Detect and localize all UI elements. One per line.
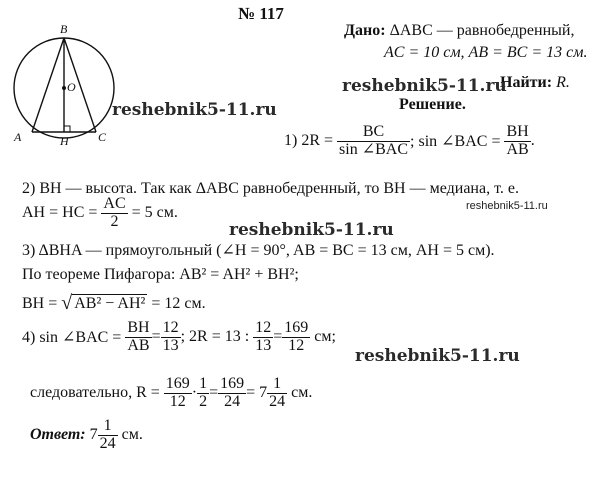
step2-prefix: AH = HC = <box>22 204 98 222</box>
conc-f1-den: 12 <box>169 392 186 410</box>
step4-fraction-4 <box>282 320 310 355</box>
step1-f2-num: BH <box>506 123 529 140</box>
answer-unit: см. <box>121 426 143 444</box>
center-point <box>62 86 66 90</box>
step2-f-den: 2 <box>110 212 119 230</box>
answer-whole: 7 <box>89 426 98 444</box>
step1-f1-den: sin ∠BAC <box>339 140 409 158</box>
step-3-line-3 <box>22 292 206 315</box>
watermark-left: reshebnik5-11.ru <box>112 100 277 120</box>
given-line-1 <box>344 22 574 40</box>
conclusion-unit: см. <box>291 384 313 402</box>
step3-prefix: BH = <box>22 294 58 312</box>
answer-label: Ответ: <box>30 426 86 444</box>
step4-f2-den: 13 <box>162 336 179 354</box>
label-c: C <box>98 130 107 144</box>
step3-suffix: = 12 см. <box>151 294 206 312</box>
conc-f3-den: 24 <box>224 392 241 410</box>
step1-mid: ; sin ∠BAC = <box>410 133 501 151</box>
step1-f2-den: AB <box>506 140 529 158</box>
find-line <box>500 74 570 92</box>
sqrt-sign: √ <box>61 292 73 314</box>
step2-fraction <box>101 196 127 231</box>
step4-f2-num: 12 <box>162 319 179 336</box>
step4-prefix: 4) sin ∠BAC = <box>22 329 122 347</box>
label-b: B <box>60 22 68 36</box>
step4-unit: см; <box>314 328 336 346</box>
step-3-line-2: По теореме Пифагора: AB² = AH² + BH²; <box>22 266 299 283</box>
conclusion-dot: · <box>191 384 198 402</box>
given-label: Дано: <box>344 22 386 39</box>
label-h: H <box>60 134 69 148</box>
problem-number: № 117 <box>238 4 284 23</box>
conclusion-eq2: = 7 <box>246 384 268 402</box>
conclusion-fraction-1 <box>164 376 192 411</box>
step-2-line-1: 2) BH — высота. Так как ΔABC равнобедренный, то BH — медиана, т. е. <box>22 180 519 197</box>
step-1 <box>284 124 535 159</box>
step4-eq: = <box>151 328 161 346</box>
step2-f-num: AC <box>103 195 126 212</box>
right-angle-mark <box>64 126 70 132</box>
step4-f3-den: 13 <box>255 336 272 354</box>
step1-fraction-2 <box>504 124 530 159</box>
step4-f3-num: 12 <box>255 319 272 336</box>
step4-f4-num: 169 <box>284 319 309 336</box>
step2-suffix: = 5 см. <box>131 204 178 222</box>
conc-f4-num: 1 <box>267 376 287 394</box>
side-ab <box>32 38 64 132</box>
conclusion-fraction-2 <box>197 376 209 411</box>
answer-f-num: 1 <box>98 418 118 436</box>
given-line-2: AC = 10 см, AB = BC = 13 см. <box>384 44 588 61</box>
conc-f1-num: 169 <box>165 375 190 392</box>
solution-title: Решение. <box>399 96 466 113</box>
given-text-1: ΔABC — равнобедренный, <box>389 22 575 39</box>
conclusion-eq: = <box>209 384 219 402</box>
step4-fraction-3 <box>253 320 273 355</box>
watermark-top: reshebnik5-11.ru <box>342 76 507 96</box>
step1-prefix: 1) 2R = <box>284 132 334 150</box>
step4-fraction-2 <box>161 320 181 355</box>
watermark-middle: reshebnik5-11.ru <box>229 220 394 240</box>
step-2-line-2 <box>22 196 178 231</box>
find-label: Найти: <box>500 74 553 91</box>
step-4 <box>22 320 336 355</box>
step4-f4-den: 12 <box>288 336 305 354</box>
step4-f1-den: AB <box>127 336 150 354</box>
conclusion <box>30 376 312 411</box>
step4-mid: ; 2R = 13 : <box>180 328 250 346</box>
conclusion-fraction-4 <box>267 376 287 411</box>
watermark-bottom: reshebnik5-11.ru <box>355 346 520 366</box>
answer-fraction <box>98 418 118 453</box>
label-o: O <box>67 80 76 94</box>
find-value: R. <box>556 74 570 91</box>
step4-eq2: = <box>273 328 283 346</box>
step4-f1-num: BH <box>127 319 150 336</box>
answer <box>30 418 143 453</box>
conclusion-fraction-3 <box>218 376 246 411</box>
conc-f4-den: 24 <box>269 392 286 410</box>
step1-fraction-1 <box>337 124 410 159</box>
step3-radicand: AB² − AH² <box>74 295 146 312</box>
conc-f2-den: 2 <box>199 392 208 410</box>
conc-f3-num: 169 <box>220 375 245 392</box>
step-3-line-1: 3) ΔBHA — прямоугольный (∠H = 90°, AB = BC = 13 см, AH = 5 см). <box>22 242 495 259</box>
step4-fraction-1 <box>125 320 151 355</box>
watermark-small: reshebnik5-11.ru <box>466 200 548 212</box>
step1-f1-num: BC <box>337 124 410 142</box>
conc-f2-num: 1 <box>199 375 208 392</box>
label-a: A <box>14 130 22 144</box>
answer-f-den: 24 <box>99 434 116 452</box>
conclusion-prefix: следовательно, R = <box>30 384 160 402</box>
step1-end: . <box>530 132 535 150</box>
